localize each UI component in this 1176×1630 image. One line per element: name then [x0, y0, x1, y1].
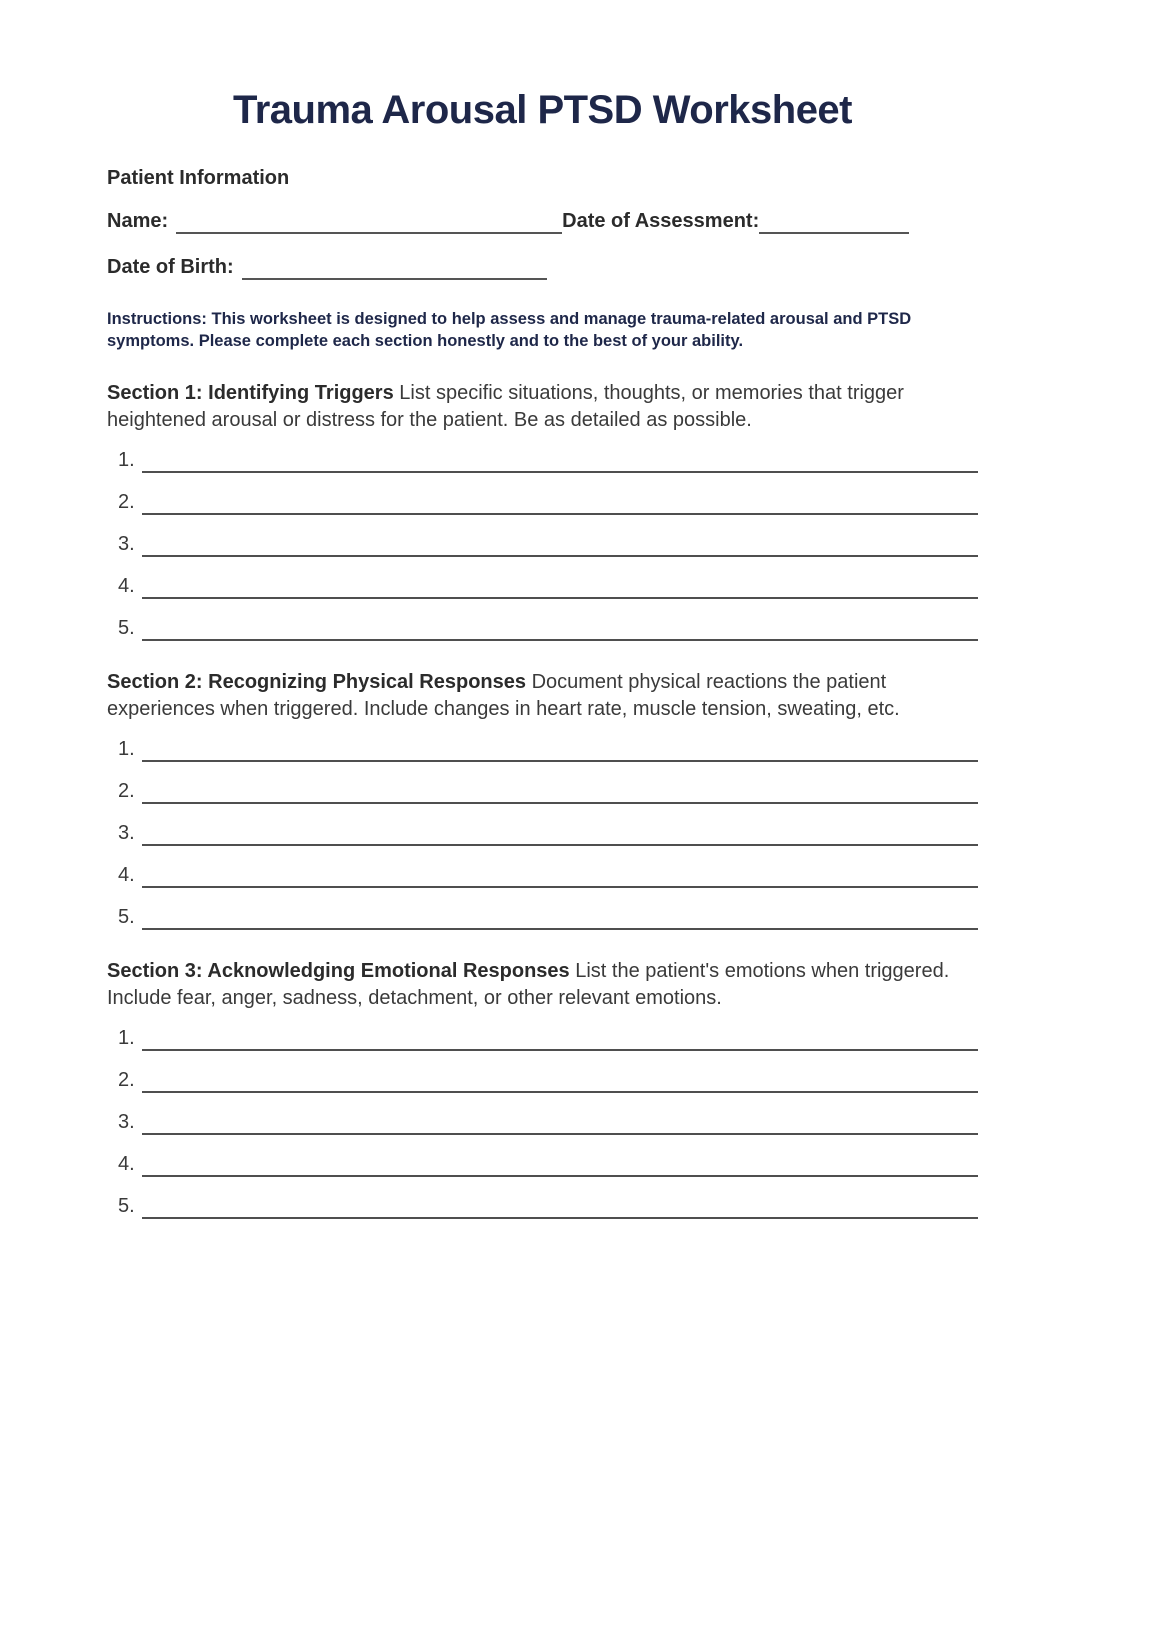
section-physical-responses	[107, 669, 978, 928]
item-number: 5.	[118, 1195, 135, 1217]
item-number: 2.	[118, 1069, 135, 1091]
answer-input-line[interactable]	[142, 778, 978, 804]
section-2-text	[107, 669, 978, 722]
answer-row	[107, 573, 978, 597]
answer-input-line[interactable]	[142, 1025, 978, 1051]
item-number: 1.	[118, 449, 135, 471]
answer-input-line[interactable]	[142, 615, 978, 641]
item-number: 1.	[118, 738, 135, 760]
answer-row	[107, 1067, 978, 1091]
answer-row	[107, 615, 978, 639]
name-input-line[interactable]	[176, 208, 562, 234]
answer-row	[107, 447, 978, 471]
item-number: 5.	[118, 906, 135, 928]
answer-input-line[interactable]	[142, 736, 978, 762]
answer-row	[107, 862, 978, 886]
item-number: 3.	[118, 533, 135, 555]
dob-input-line[interactable]	[242, 254, 547, 280]
answer-input-line[interactable]	[142, 820, 978, 846]
item-number: 2.	[118, 491, 135, 513]
dob-row	[107, 254, 978, 280]
name-assessment-row	[107, 208, 978, 234]
answer-input-line[interactable]	[142, 904, 978, 930]
answer-row	[107, 489, 978, 513]
name-label: Name:	[107, 210, 169, 232]
section-3-text	[107, 958, 978, 1011]
answer-row	[107, 736, 978, 760]
section-3-description: List the patient's emotions when triggered. Include fear, anger, sadness, detachment, or other relevant emotions.	[107, 960, 950, 1009]
patient-info-heading: Patient Information	[107, 167, 290, 189]
instructions-text: Instructions: This worksheet is designed to help assess and manage trauma-related arousal and PTSD symptoms. Please complete each section honestly and to the best of your ability.	[107, 310, 912, 350]
answer-row	[107, 1151, 978, 1175]
item-number: 2.	[118, 780, 135, 802]
answer-row	[107, 531, 978, 555]
answer-input-line[interactable]	[142, 573, 978, 599]
item-number: 4.	[118, 864, 135, 886]
answer-input-line[interactable]	[142, 1067, 978, 1093]
answer-row	[107, 1109, 978, 1133]
answer-input-line[interactable]	[142, 862, 978, 888]
item-number: 3.	[118, 822, 135, 844]
answer-input-line[interactable]	[142, 1109, 978, 1135]
item-number: 4.	[118, 575, 135, 597]
assessment-label: Date of Assessment:	[562, 210, 760, 232]
answer-input-line[interactable]	[142, 447, 978, 473]
item-number: 3.	[118, 1111, 135, 1133]
answer-row	[107, 820, 978, 844]
assessment-input-line[interactable]	[759, 208, 909, 234]
answer-input-line[interactable]	[142, 1193, 978, 1219]
section-1-heading: Section 1: Identifying Triggers	[107, 382, 394, 404]
section-emotional-responses	[107, 958, 978, 1217]
page-title: Trauma Arousal PTSD Worksheet	[232, 88, 852, 132]
section-2-description: Document physical reactions the patient experiences when triggered. Include changes in heart rate, muscle tension, sweating, etc.	[107, 671, 900, 720]
item-number: 5.	[118, 617, 135, 639]
section-3-heading: Section 3: Acknowledging Emotional Responses	[107, 960, 570, 982]
answer-input-line[interactable]	[142, 531, 978, 557]
section-1-description: List specific situations, thoughts, or memories that trigger heightened arousal or distress for the patient. Be as detailed as possible.	[107, 382, 904, 431]
item-number: 4.	[118, 1153, 135, 1175]
answer-row	[107, 778, 978, 802]
answer-row	[107, 1193, 978, 1217]
item-number: 1.	[118, 1027, 135, 1049]
answer-row	[107, 1025, 978, 1049]
section-2-heading: Section 2: Recognizing Physical Responses	[107, 671, 527, 693]
section-1-text	[107, 380, 978, 433]
answer-input-line[interactable]	[142, 489, 978, 515]
section-identifying-triggers	[107, 380, 978, 639]
answer-input-line[interactable]	[142, 1151, 978, 1177]
dob-label: Date of Birth:	[107, 256, 234, 278]
answer-row	[107, 904, 978, 928]
